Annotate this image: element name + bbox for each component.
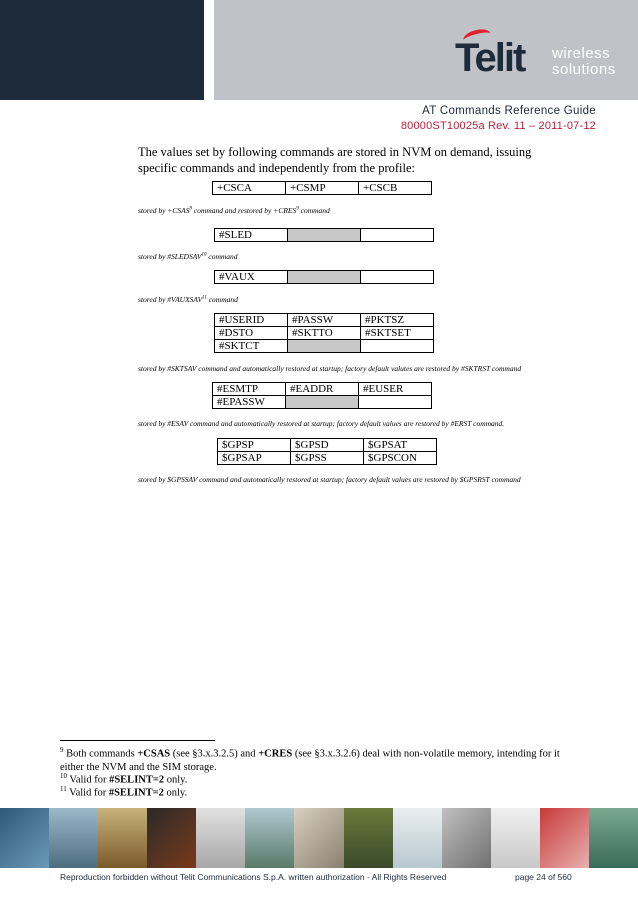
table-row [215, 271, 434, 284]
logo-tagline-1: wireless [552, 45, 611, 62]
storage-note: stored by #SKTSAV command and automatically restored at startup; factory default valutes are restored by #SKTRST command [138, 364, 522, 373]
table-cell: #USERID [215, 314, 288, 327]
document-title: AT Commands Reference Guide [422, 105, 596, 117]
page-number: page 24 of 560 [515, 872, 572, 882]
table-cell: #SKTCT [215, 340, 288, 353]
footer-copyright: Reproduction forbidden without Telit Communications S.p.A. written authorization - All Rights Reserved [60, 872, 447, 882]
table-cell: +CSCA [213, 182, 286, 195]
footer-photo [147, 808, 196, 868]
command-table-email [212, 382, 432, 409]
logo-wordmark: Telit [455, 36, 525, 80]
footer-photo [589, 808, 638, 868]
table-row [215, 327, 434, 340]
footer-photo [491, 808, 540, 868]
table-cell-empty [361, 271, 434, 284]
storage-note: stored by #SLEDSAV$^{10}$ command [138, 252, 238, 261]
command-table-socket [214, 313, 434, 353]
table-cell-empty [361, 229, 434, 242]
intro-paragraph: The values set by following commands are stored in NVM on demand, issuing specific commands and independently from the profile: [138, 145, 532, 175]
storage-note: stored by $GPSSAV command and automatically restored at startup; factory default values are restored by $GPSRST command [138, 475, 521, 484]
table-cell: #ESMTP [213, 383, 286, 396]
footer-photo-strip [0, 808, 638, 868]
table-cell-empty [286, 396, 359, 409]
header-dark-block [0, 0, 204, 100]
table-cell-empty [359, 396, 432, 409]
table-cell: $GPSP [218, 439, 291, 452]
footer-photo [442, 808, 491, 868]
table-cell-empty [288, 229, 361, 242]
table-cell: #SLED [215, 229, 288, 242]
table-cell: #EUSER [359, 383, 432, 396]
table-cell-empty [288, 340, 361, 353]
command-table-sled [214, 228, 434, 242]
command-table-gps [217, 438, 437, 465]
table-cell: +CSMP [286, 182, 359, 195]
table-cell: #DSTO [215, 327, 288, 340]
footnote-10: $^{10}$ Valid for #SELINT=2 only. [60, 772, 188, 786]
table-cell-empty [288, 271, 361, 284]
table-row [215, 314, 434, 327]
table-row [215, 229, 434, 242]
footer-photo [0, 808, 49, 868]
table-row [218, 439, 437, 452]
table-cell: #EADDR [286, 383, 359, 396]
document-id: 80000ST10025a Rev. 11 – 2011-07-12 [400, 120, 596, 132]
table-cell: #SKTTO [288, 327, 361, 340]
footer-photo [98, 808, 147, 868]
table-row [215, 340, 434, 353]
footer-photo [196, 808, 245, 868]
table-cell: #SKTSET [361, 327, 434, 340]
footer-photo [344, 808, 393, 868]
storage-note: stored by $+CSAS^9$ command and restored by $+CRES^9$ command [138, 206, 330, 215]
table-cell: $GPSAT [364, 439, 437, 452]
footnote-11: $^{11}$ Valid for #SELINT=2 only. [60, 785, 188, 799]
table-row [218, 452, 437, 465]
logo-tagline-2: solutions [552, 61, 616, 78]
storage-note: stored by #VAUXSAV$^{11}$ command [138, 295, 238, 304]
table-cell: +CSCB [359, 182, 432, 195]
footer-photo [294, 808, 343, 868]
telit-logo [455, 34, 625, 86]
footer-photo [540, 808, 589, 868]
table-cell: #VAUX [215, 271, 288, 284]
table-cell: $GPSS [291, 452, 364, 465]
table-cell-empty [361, 340, 434, 353]
table-row [213, 396, 432, 409]
table-cell: #PKTSZ [361, 314, 434, 327]
footer-photo [245, 808, 294, 868]
storage-note: stored by #ESAV command and automatically restored at startup; factory default values are restored by #ERST command. [138, 419, 505, 428]
table-cell: $GPSD [291, 439, 364, 452]
footer-photo [393, 808, 442, 868]
table-cell: #PASSW [288, 314, 361, 327]
table-cell: #EPASSW [213, 396, 286, 409]
table-row [213, 383, 432, 396]
command-table-vaux [214, 270, 434, 284]
table-cell: $GPSAP [218, 452, 291, 465]
footnote-9: $^9$ Both commands +CSAS (see §3.x.3.2.5) and +CRES (see §3.x.3.2.6) deal with non-volatile memory, intending for it either the NVM and the SIM storage. [60, 746, 560, 773]
footer-photo [49, 808, 98, 868]
table-row [213, 182, 432, 195]
command-table-sms [212, 181, 432, 195]
footnote-divider [60, 740, 215, 741]
table-cell: $GPSCON [364, 452, 437, 465]
